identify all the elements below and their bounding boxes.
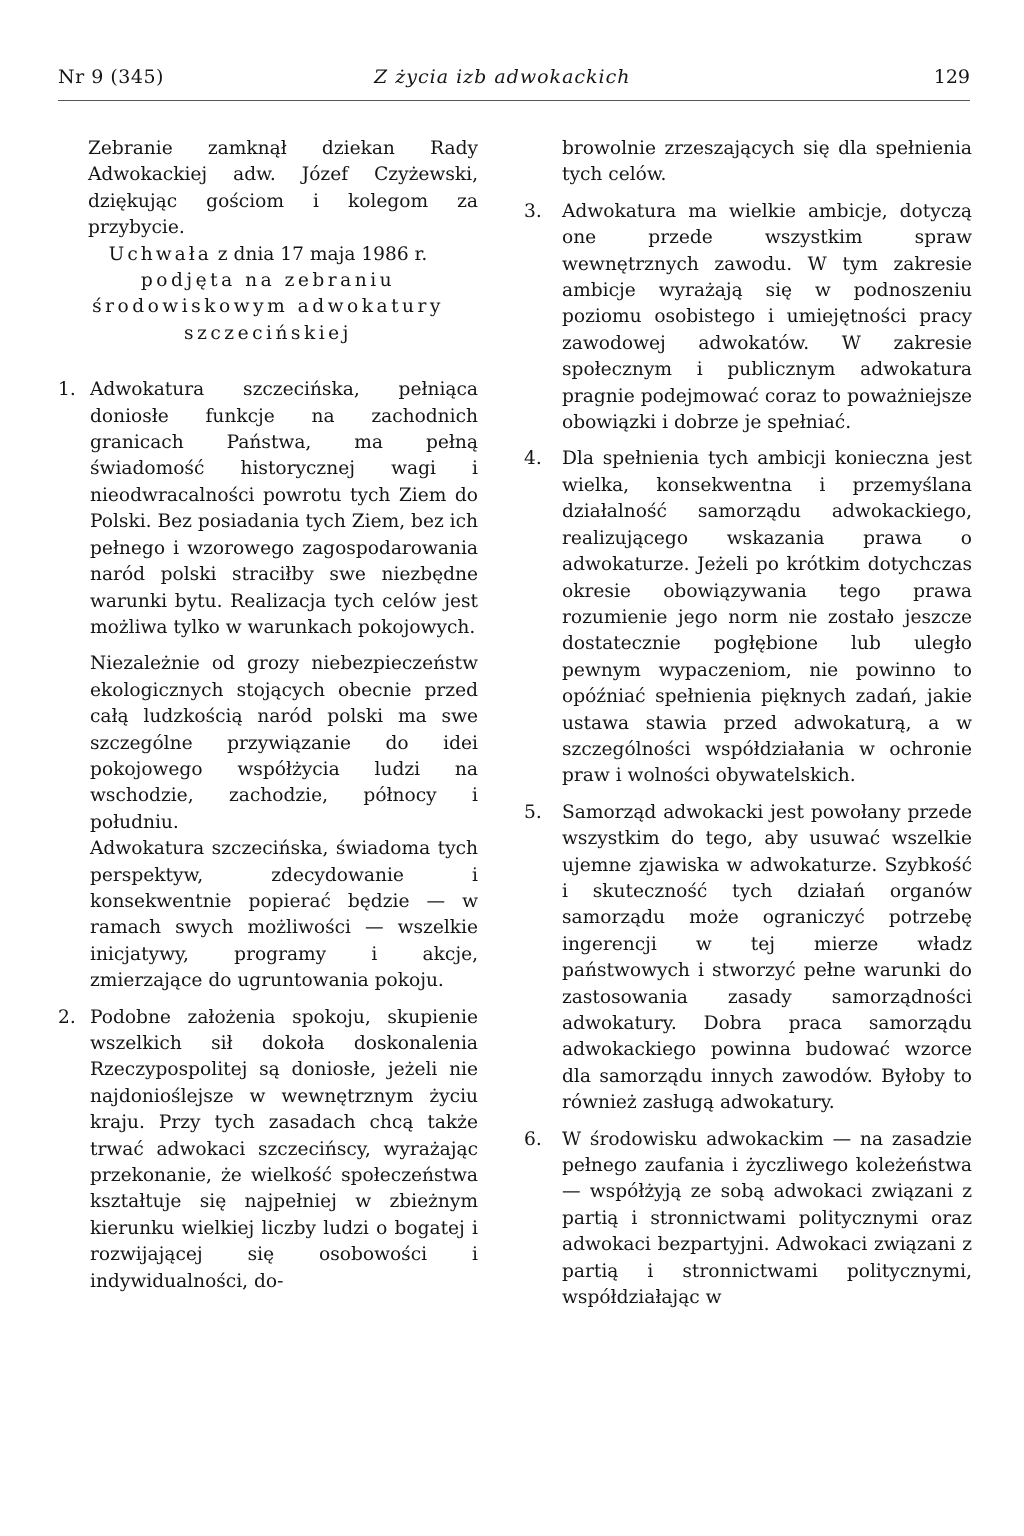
continued-text: [552, 136, 972, 189]
section-title: Z życia izb adwokackich: [374, 66, 631, 88]
item-paragraph: Adwokatura szczecińska, świadoma tych perspektyw, zdecydowanie i konsekwentnie popierać będzie — w ramach swych możliwości — wszelkie inicjatywy, programy i akcje, zmierzające do ugruntowania pokoju.: [90, 838, 478, 992]
item-text: browolnie zrzeszających się dla spełnienia tych celów.: [562, 138, 972, 186]
resolution-item-2: [58, 1005, 478, 1295]
item-text: Podobne założenia spokoju, skupienie wszelkich sił dokoła doskonalenia Rzeczypospolitej są doniosłe, jeżeli nie najdonioślejsze w wewnętrznym życiu kraju. Przy tych zasadach chcą także trwać adwokaci szczecińscy, wyrażając przekonanie, że wielkość społeczeństwa kształtuje się najpełniej w zbieżnym kierunku wielkiej liczby ludzi o bogatej i rozwijającej się osobowości i indywidualności, do-: [90, 1006, 478, 1292]
left-column: [58, 136, 478, 1295]
page-number: 129: [933, 66, 970, 88]
resolution-item-1: [58, 377, 478, 994]
intro-paragraph: Zebranie zamknął dziekan Rady Adwokackiej adw. Józef Czyżewski, dziękując gościom i kolegom za przybycie.: [88, 138, 478, 239]
header-rule: [58, 100, 970, 101]
item-number: 2.: [58, 1006, 76, 1028]
resolution-item-5: [524, 800, 972, 1117]
item-paragraph: Niezależnie od grozy niebezpieczeństw ekologicznych stojących obecnie przed całą ludzkością naród polski ma swe szczególne przywiązanie do idei pokojowego współżycia ludzi na wschodzie, zachodzie, północy i południu.: [90, 653, 478, 833]
resolution-item-3: [524, 199, 972, 437]
issue-number: Nr 9 (345): [58, 66, 164, 88]
resolution-title: [58, 242, 478, 268]
item-text: W środowisku adwokackim — na zasadzie pełnego zaufania i życzliwego koleżeństwa — współżyją ze sobą adwokaci związani z partią i stronnictwami politycznymi oraz adwokaci bezpartyjni. Adwokaci związani z partią i stronnictwami politycznymi, współdziałając w: [562, 1128, 972, 1309]
resolution-item-4: [524, 446, 972, 789]
item-text: Samorząd adwokacki jest powołany przede wszystkim do tego, aby usuwać wszelkie ujemne zjawiska w adwokaturze. Szybkość i skuteczność tych działań organów samorządu może ograniczyć potrzebę ingerencji w tej mierze władz państwowych i stworzyć pełne warunki do zastosowania zasady samorządności adwokatury. Dobra praca samorządu adwokackiego powinna budować wzorce dla samorządu innych zawodów. Byłoby to również zasługą adwokatury.: [562, 801, 972, 1114]
resolution-title-word: Uchwała: [108, 243, 212, 265]
item-number: 1.: [58, 379, 76, 401]
item-text: Adwokatura szczecińska, pełniąca doniosłe funkcje na zachodnich granicach Państwa, ma pełną świadomość historycznej wagi i nieodwracalności powrotu tych Ziem do Polski. Bez posiadania tych Ziem, bez ich pełnego i wzorowego zagospodarowania naród polski straciłby swe niezbędne warunki bytu. Realizacja tych celów jest możliwa tylko w warunkach pokojowych.: [90, 379, 478, 638]
page-header: [58, 52, 970, 116]
item-number: 6.: [524, 1128, 542, 1150]
item-number: 5.: [524, 801, 542, 823]
item-text: Dla spełnienia tych ambicji konieczna jest wielka, konsekwentna i przemyślana działalność samorządu adwokackiego, realizującego wskazania prawa o adwokaturze. Jeżeli po krótkim dotychczas okresie obowiązywania tego prawa rozumienie jego norm nie zostało jeszcze dostatecznie pogłębione lub uległo pewnym wypaczeniom, nie powinno to opóźniać spełnienia pięknych zadań, jakie ustawa stawia przed adwokaturą, a w szczególności współdziałania w ochronie praw i wolności obywatelskich.: [562, 448, 972, 787]
resolution-item-6: [524, 1127, 972, 1312]
item-text: Adwokatura ma wielkie ambicje, dotyczą one przede wszystkim spraw wewnętrznych zawodu. W tym zakresie ambicje wyrażają się w podnoszeniu poziomu osobistego i umiejętności pracy zawodowej adwokatów. W zakresie społecznym i publicznym adwokatura pragnie podejmować coraz to poważniejsze obowiązki i dobrze je spełniać.: [562, 200, 972, 434]
item-number: 4.: [524, 448, 542, 470]
item-number: 3.: [524, 200, 542, 222]
resolution-subtitle: podjęta na zebraniu środowiskowym adwokatury szczecińskiej: [92, 270, 444, 344]
right-column: [524, 136, 972, 1311]
resolution-title-date: z dnia 17 maja 1986 r.: [211, 243, 428, 265]
